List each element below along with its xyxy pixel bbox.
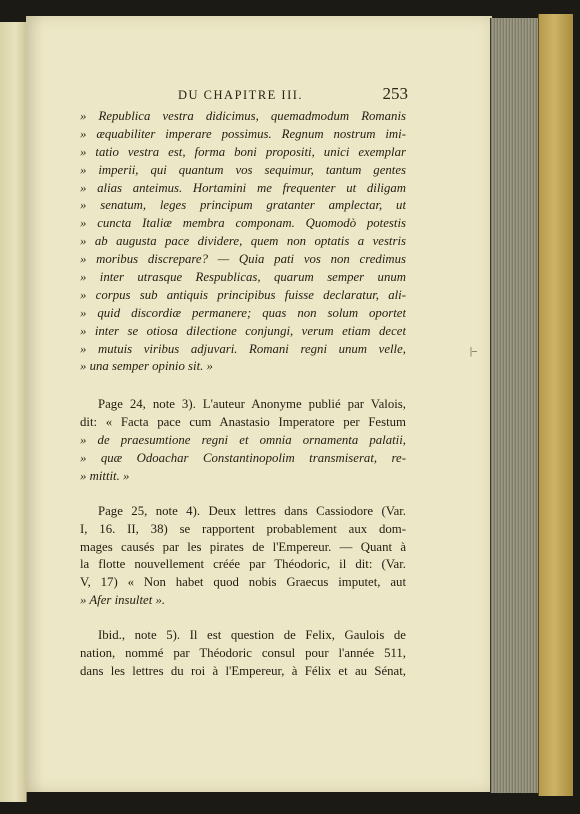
- text-line: dit: « Facta pace cum Anastasio Imperatore per Festum: [80, 415, 406, 430]
- running-header: [178, 86, 408, 108]
- text-line: » Afer insultet ».: [80, 593, 166, 608]
- page-number: 253: [382, 84, 408, 103]
- text-line: » alias anteimus. Hortamini me frequenter ut diligam: [80, 180, 406, 195]
- text-line: I, 16. II, 38) se rapportent probablement aux dom-: [80, 521, 406, 536]
- text-line: » imperii, qui quantum vos sequimur, tantum gentes: [80, 162, 406, 177]
- note-page-25: [80, 503, 406, 610]
- text-line: dans les lettres du roi à l'Empereur, à Félix et au Sénat,: [80, 663, 406, 678]
- text-line: » corpus sub antiquis principibus fuisse declaratur, ali-: [80, 287, 406, 302]
- text-line: » quæ Odoachar Constantinopolim transmiserat, re-: [80, 451, 406, 466]
- page-stack-edge: [490, 18, 539, 793]
- text-line: » senatum, leges principum gratanter amplectar, ut: [80, 198, 406, 213]
- text-line: la flotte nouvellement créée par Théodoric, il dit: (Var.: [80, 557, 406, 572]
- text-line: » inter utrasque Respublicas, quarum semper unum: [80, 270, 406, 285]
- note-page-24: [80, 396, 406, 485]
- text-line: V, 17) « Non habet quod nobis Graecus imputet, aut: [80, 575, 406, 590]
- latin-quote-block: [80, 108, 406, 376]
- text-line: Page 24, note 3). L'auteur Anonyme publié par Valois,: [98, 397, 406, 412]
- chapter-header: DU CHAPITRE III.: [178, 88, 304, 102]
- text-line: » mutuis viribus adjuvari. Romani regni unum velle,: [80, 341, 406, 356]
- text-line: » moribus discrepare? — Quia pati vos non credimus: [80, 252, 406, 267]
- book-cover-edge: [538, 14, 573, 796]
- margin-mark: |–: [470, 346, 478, 357]
- text-line: » inter se otiosa dilectione conjungi, verum etiam decet: [80, 323, 406, 338]
- note-ibid: [80, 627, 406, 681]
- text-line: » mittit. »: [80, 468, 130, 483]
- text-line: » Republica vestra didicimus, quemadmodum Romanis: [80, 109, 406, 123]
- text-line: mages causés par les pirates de l'Empereur. — Quant à: [80, 539, 406, 554]
- text-line: » ab augusta pace dividere, quem non optatis a vestris: [80, 234, 406, 249]
- text-line: » cuncta Italiæ membra componam. Quomodò potestis: [80, 216, 406, 231]
- text-line: Page 25, note 4). Deux lettres dans Cassiodore (Var.: [98, 503, 406, 518]
- text-line: » tatio vestra est, forma boni propositi, unici exemplar: [80, 144, 406, 159]
- text-line: » de praesumtione regni et omnia ornamenta palatii,: [80, 433, 406, 448]
- left-page-edge: [0, 22, 27, 802]
- text-line: » æquabiliter imperare possimus. Regnum nostrum imi-: [80, 126, 406, 141]
- text-line: Ibid., note 5). Il est question de Felix, Gaulois de: [98, 628, 406, 643]
- text-line: nation, nommé par Théodoric consul pour l'année 511,: [80, 646, 406, 661]
- text-line: » quid discordiæ permanere; quas non solum oportet: [80, 305, 406, 320]
- text-line: » una semper opinio sit. »: [80, 359, 213, 374]
- page-body: [80, 108, 406, 681]
